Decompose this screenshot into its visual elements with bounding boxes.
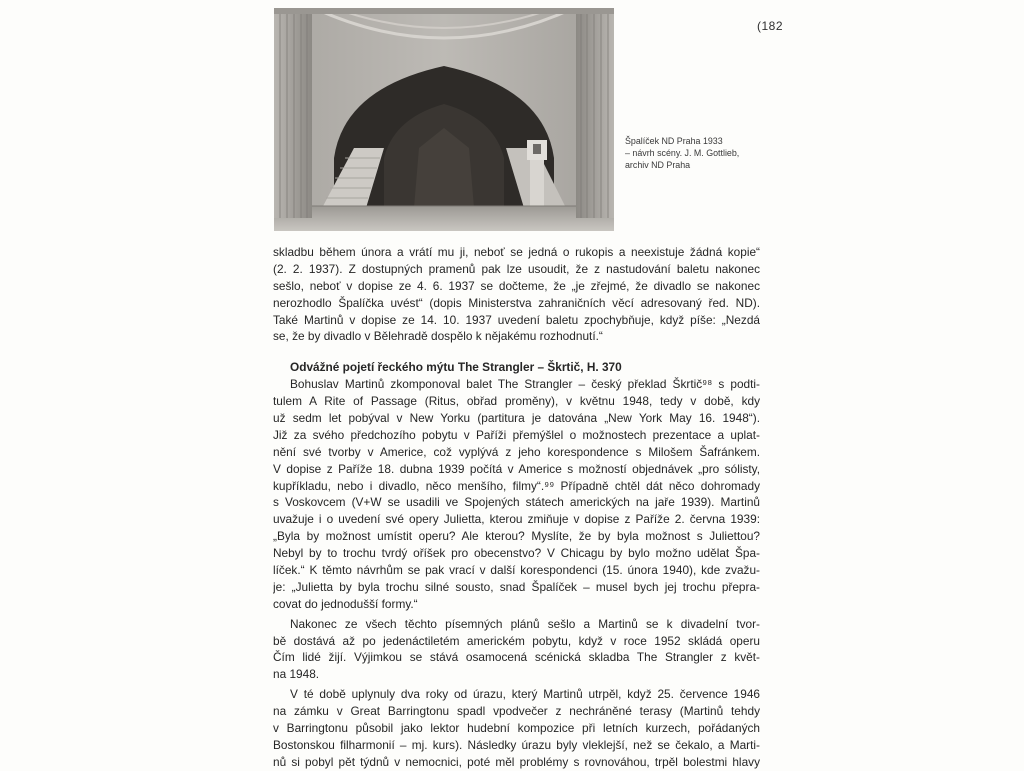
page-number: (182 <box>757 19 784 33</box>
text-line: „Byla by možnost umístit operu? Ale kterou? Myslíte, že by byla možnost s Juliettou? <box>273 529 760 544</box>
stage-photo-illustration <box>274 8 614 231</box>
body-text <box>273 244 760 771</box>
text-line: covat do jednodušší formy.“ <box>273 596 418 611</box>
stage-design-photo <box>274 8 614 231</box>
text-line: Nebyl by to trochu tvrdý oříšek pro obecenstvo? V Chicagu by bylo možno udělat Špa- <box>273 546 760 561</box>
figure-caption <box>625 135 785 171</box>
text-line: nerozhodlo Špalíčka uvést“ (dopis Ministerstva zahraničních věcí adresovaný řed. ND). <box>273 295 760 310</box>
text-line: Již za svého předchozího pobytu v Paříži přemýšlel o možnostech prezentace a uplat- <box>273 427 760 442</box>
text-line: Bostonskou filharmonií – mj. kurs). Následky úrazu byly vleklejší, než se čekalo, a Marti- <box>273 737 760 752</box>
text-line: uvažuje i o uvedení své opery Julietta, kterou zmiňuje v dopise z Paříže 2. června 1939: <box>273 512 760 527</box>
text-line: na 1948. <box>273 667 320 682</box>
text-line: nění své tvorby v Americe, což vyplývá z jeho korespondence s Milošem Šafránkem. <box>273 444 760 459</box>
text-line: s Voskovcem (V+W se usadili ve Spojených státech amerických na jaře 1939). Martinů <box>273 495 760 510</box>
caption-line: – návrh scény. J. M. Gottlieb, <box>625 148 740 158</box>
text-line: už sedm let pobýval v New Yorku (partitura je datována „New York May 16. 1948“). <box>273 411 760 426</box>
caption-line: archiv ND Praha <box>625 160 691 170</box>
text-line: líček.“ K těmto návrhům se pak vrací v další korespondenci (15. února 1940), kde zvažu- <box>273 563 760 578</box>
text-line: (2. 2. 1937). Z dostupných pramenů pak lze usoudit, že z nastudování baletu nakonec <box>273 261 760 276</box>
text-line: bě dostává až po jedenáctiletém americkém pobytu, když v roce 1952 skládá operu <box>273 633 760 648</box>
text-line: v Barringtonu působil jako lektor hudební kompozice při letních kurzech, pořádaných <box>273 721 760 736</box>
text-line: Bohuslav Martinů zkomponoval balet The Strangler – český překlad Škrtič⁹⁸ s podti- <box>290 377 760 392</box>
text-line: nů si pobyl pět týdnů v nemocnici, poté měl problémy s rovnováhou, trpěl bolestmi hlavy <box>273 754 760 769</box>
text-line: V té době uplynuly dva roky od úrazu, který Martinů utrpěl, když 25. července 1946 <box>290 687 760 702</box>
text-line: tulem A Rite of Passage (Ritus, obřad proměny), v květnu 1948, tedy v době, kdy <box>273 394 760 409</box>
caption-line: Špalíček ND Praha 1933 <box>625 136 723 146</box>
text-line: Také Martinů v dopise ze 14. 10. 1937 uvedení baletu zpochybňuje, když píše: „Nezdá <box>273 312 760 327</box>
text-line: kupříkladu, nebo i divadlo, něco menšího, filmy“.⁹⁹ Případně chtěl dát něco dohromady <box>273 478 760 493</box>
text-line: V dopise z Paříže 18. dubna 1939 počítá v Americe s možností objednávek „pro sólisty, <box>273 461 760 476</box>
text-line: skladbu během února a vrátí mu ji, neboť se jedná o rukopis a neexistuje žádná kopie“ <box>273 245 760 259</box>
text-line: Čím lidé žijí. Výjimkou se stává osamocená scénická skladba The Strangler z květ- <box>273 650 760 665</box>
text-line: je: „Julietta by byla trochu silné sousto, snad Špalíček – musel bych jej trochu přepra- <box>273 579 760 594</box>
text-line: Nakonec ze všech těchto písemných plánů sešlo a Martinů se k divadelní tvor- <box>290 616 760 631</box>
section-heading: Odvážné pojetí řeckého mýtu The Strangler – Škrtič, H. 370 <box>290 360 622 375</box>
text-line: sešlo, neboť v dopise ze 4. 6. 1937 se dočteme, že „je zřejmé, že divadlo se nakonec <box>273 278 760 293</box>
text-line: se, že by divadlo v Bělehradě dospělo k nějakému rozhodnutí.“ <box>273 329 603 344</box>
text-line: na zámku v Great Barringtonu spadl vpodvečer z nechráněné terasy (Martinů tehdy <box>273 704 760 719</box>
